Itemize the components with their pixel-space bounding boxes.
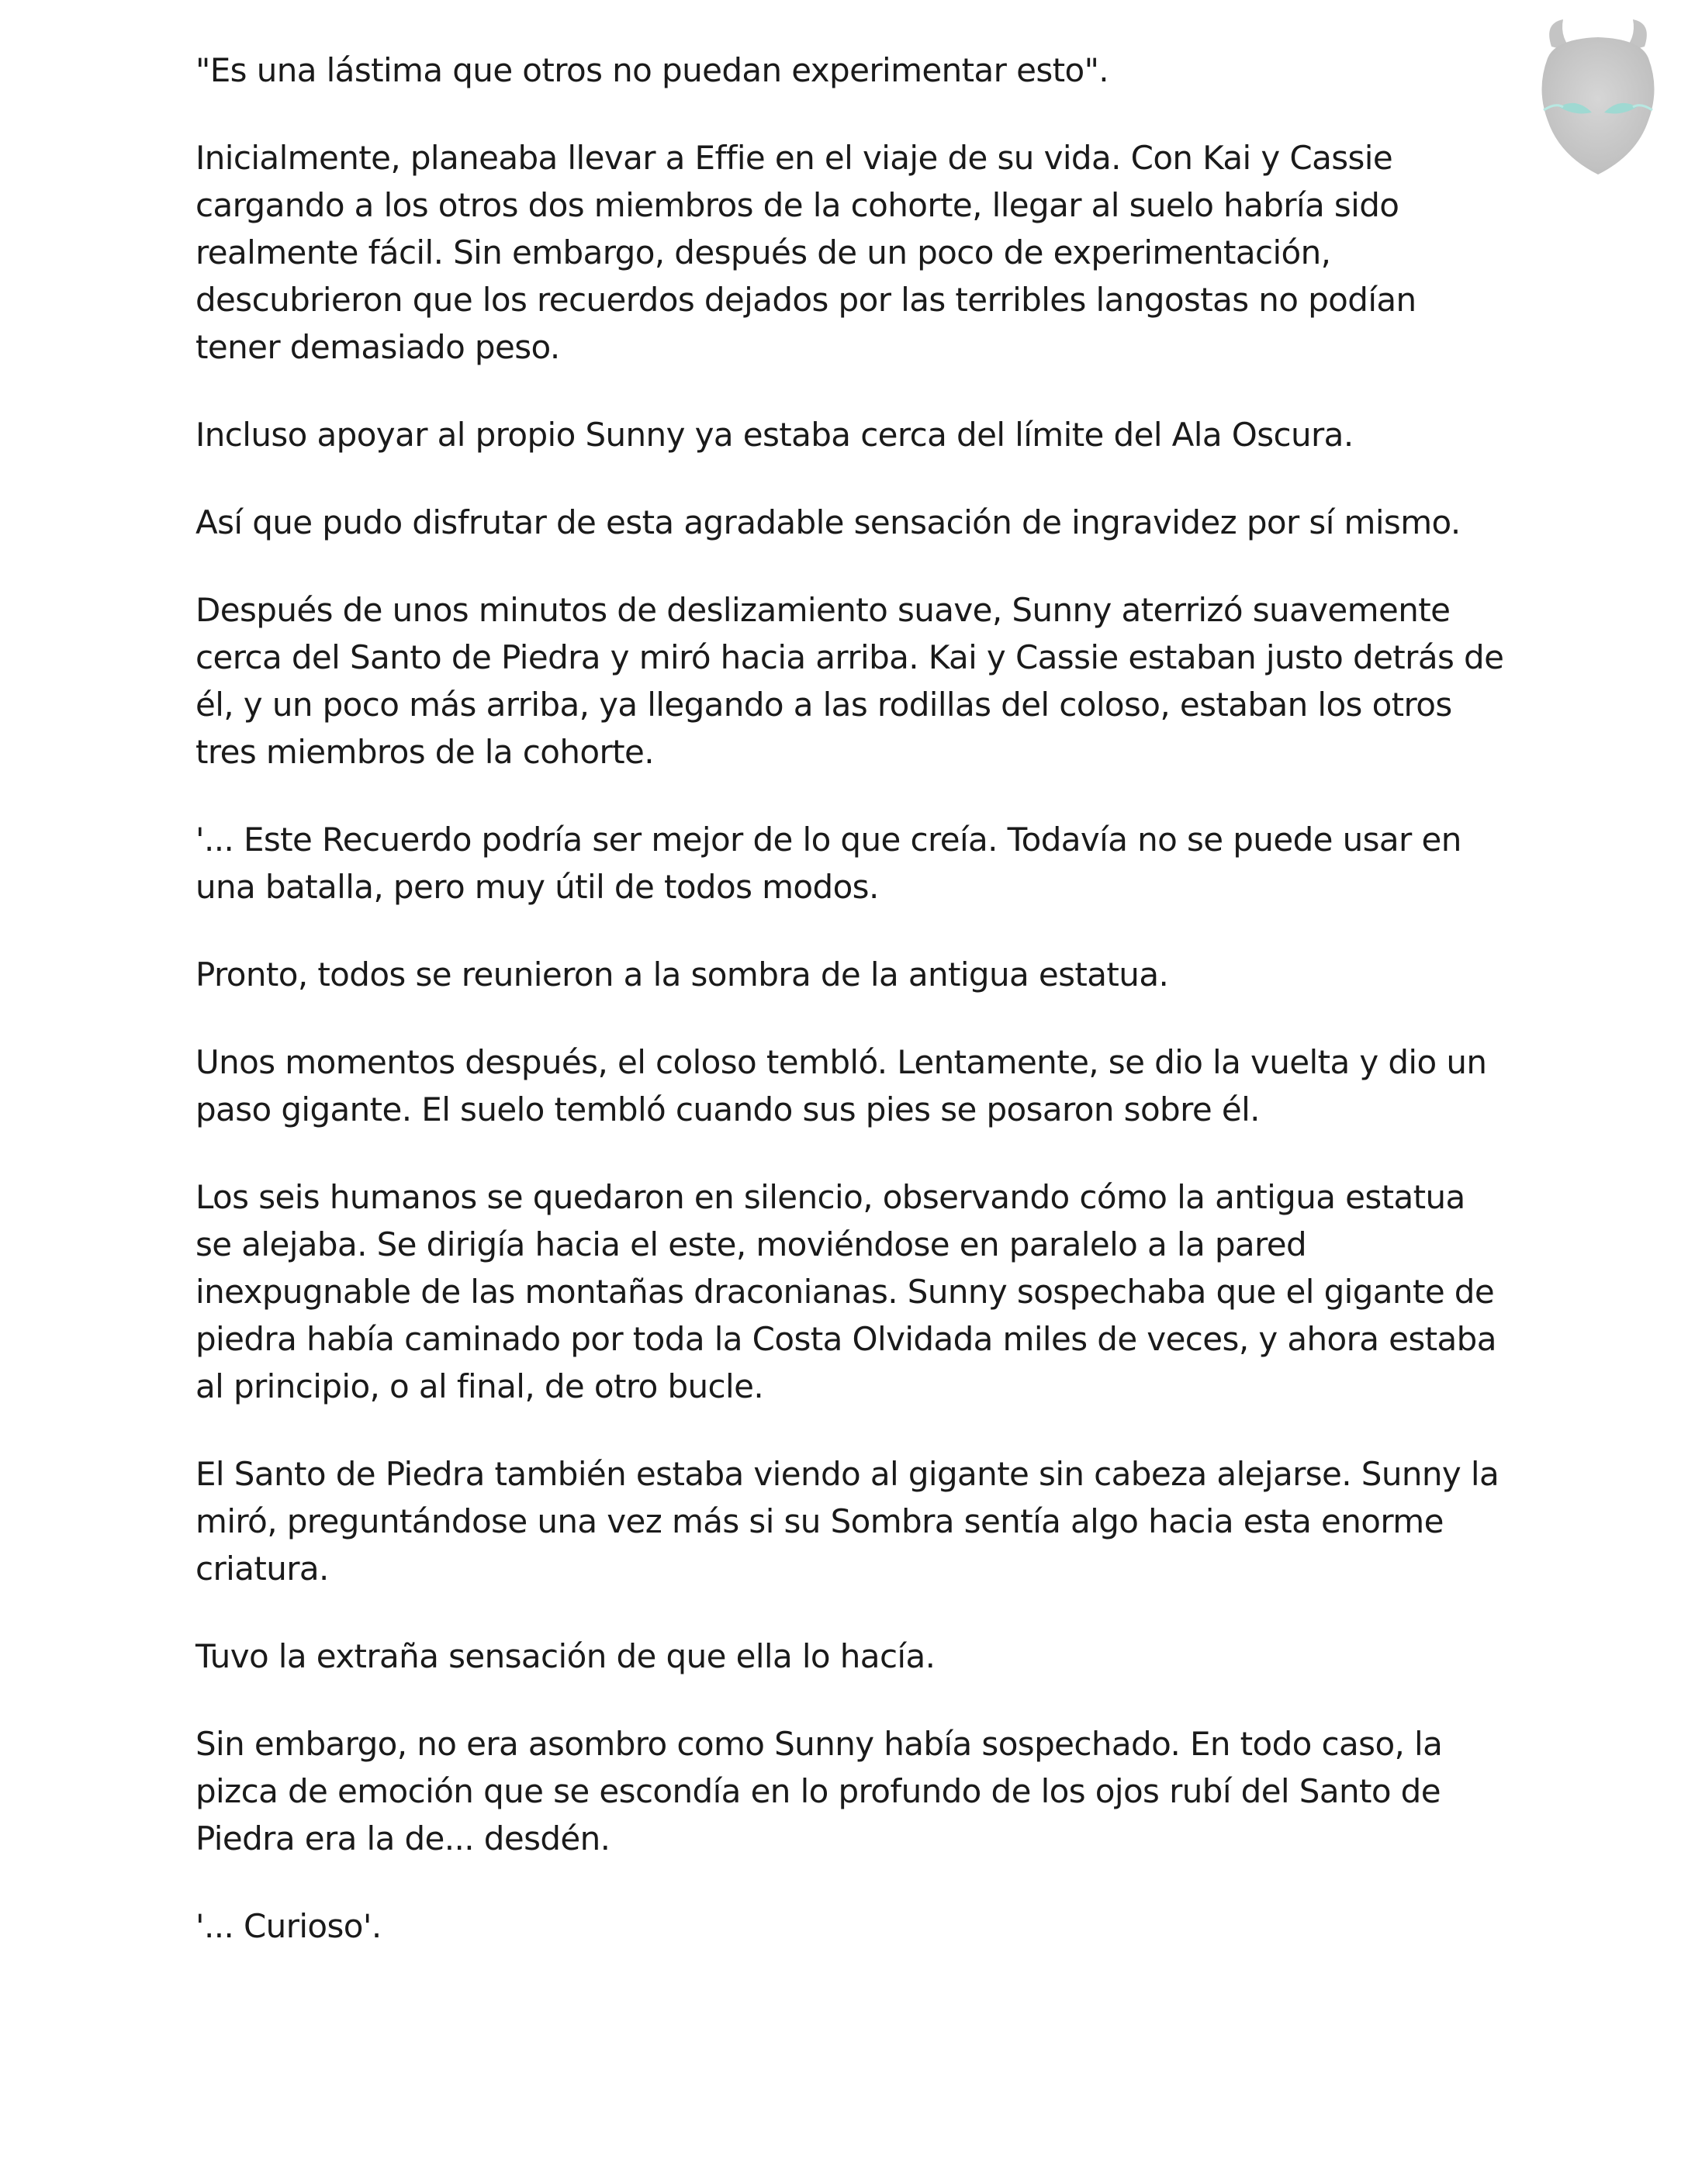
paragraph: '... Curioso'. (195, 1907, 382, 1945)
paragraph: Unos momentos después, el coloso tembló. Lentamente, se dio la vuelta y dio un paso gigante. El suelo tembló cuando sus pies se posaron sobre él. (195, 1043, 1487, 1128)
paragraph: Así que pudo disfrutar de esta agradable sensación de ingravidez por sí mismo. (195, 503, 1461, 541)
paragraph: '... Este Recuerdo podría ser mejor de lo que creía. Todavía no se puede usar en una batalla, pero muy útil de todos modos. (195, 821, 1461, 906)
paragraph: Los seis humanos se quedaron en silencio, observando cómo la antigua estatua se alejaba. Se dirigía hacia el este, moviéndose en paralelo a la pared inexpugnable de las montañas draconianas. Sunny sospechaba que el gigante de piedra había caminado por toda la Costa Olvidada miles de veces, y ahora estaba al principio, o al final, de otro bucle. (195, 1178, 1496, 1405)
paragraph: Pronto, todos se reunieron a la sombra de la antigua estatua. (195, 955, 1169, 994)
paragraph: Inicialmente, planeaba llevar a Effie en el viaje de su vida. Con Kai y Cassie cargando a los otros dos miembros de la cohorte, llegar al suelo habría sido realmente fácil. Sin embargo, después de un poco de experimentación, descubrieron que los recuerdos dejados por las terribles langostas no podían tener demasiado peso. (195, 139, 1416, 366)
paragraph: El Santo de Piedra también estaba viendo al gigante sin cabeza alejarse. Sunny la miró, preguntándose una vez más si su Sombra sentía algo hacia esta enorme criatura. (195, 1455, 1499, 1588)
paragraph: Sin embargo, no era asombro como Sunny había sospechado. En todo caso, la pizca de emoción que se escondía en lo profundo de los ojos rubí del Santo de Piedra era la de... desdén. (195, 1725, 1443, 1857)
demon-head-watermark-icon (1520, 16, 1676, 186)
paragraph: Incluso apoyar al propio Sunny ya estaba cerca del límite del Ala Oscura. (195, 416, 1354, 454)
paragraph: "Es una lástima que otros no puedan experimentar esto". (195, 51, 1109, 89)
chapter-text (195, 47, 1506, 1990)
paragraph: Tuvo la extraña sensación de que ella lo hacía. (195, 1637, 936, 1675)
paragraph: Después de unos minutos de deslizamiento suave, Sunny aterrizó suavemente cerca del Santo de Piedra y miró hacia arriba. Kai y Cassie estaban justo detrás de él, y un poco más arriba, ya llegando a las rodillas del coloso, estaban los otros tres miembros de la cohorte. (195, 591, 1504, 771)
